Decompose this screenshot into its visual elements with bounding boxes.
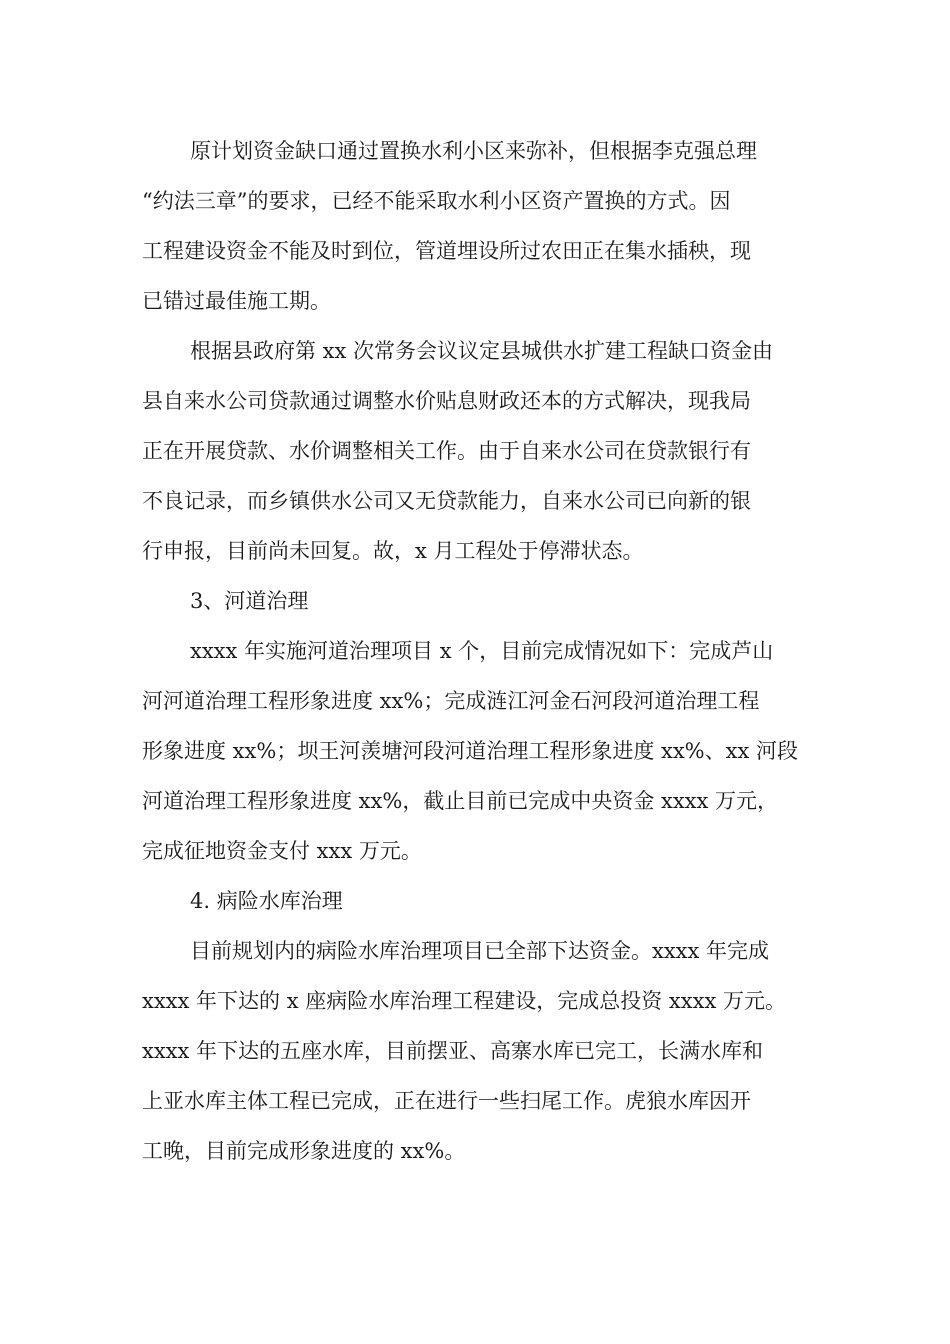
paragraph-2-line-3: 正在开展贷款、水价调整相关工作。由于自来水公司在贷款银行有 bbox=[142, 439, 751, 463]
paragraph-3-line-4: 河道治理工程形象进度 xx%，截止目前已完成中央资金 xxxx 万元， bbox=[142, 789, 779, 813]
paragraph-2-line-4: 不良记录，而乡镇供水公司又无贷款能力，自来水公司已向新的银 bbox=[142, 489, 751, 513]
paragraph-1-line-1: 原计划资金缺口通过置换水利小区来弥补，但根据李克强总理 bbox=[190, 139, 757, 163]
paragraph-3-line-3: 形象进度 xx%；坝王河羡塘河段河道治理工程形象进度 xx%、xx 河段 bbox=[142, 739, 798, 763]
section-heading-3: 3、河道治理 bbox=[190, 589, 309, 613]
paragraph-3-line-1: xxxx 年实施河道治理项目 x 个，目前完成情况如下：完成芦山 bbox=[190, 639, 774, 663]
paragraph-1-line-4: 已错过最佳施工期。 bbox=[142, 289, 331, 313]
paragraph-2-line-1: 根据县政府第 xx 次常务会议议定县城供水扩建工程缺口资金由 bbox=[190, 339, 774, 363]
paragraph-3-line-2: 河河道治理工程形象进度 xx%；完成涟江河金石河段河道治理工程 bbox=[142, 689, 760, 713]
section-heading-4: 4. 病险水库治理 bbox=[190, 889, 343, 913]
paragraph-2-line-2: 县自来水公司贷款通过调整水价贴息财政还本的方式解决，现我局 bbox=[142, 389, 751, 413]
paragraph-4-line-2: xxxx 年下达的 x 座病险水库治理工程建设，完成总投资 xxxx 万元。 bbox=[142, 989, 786, 1013]
paragraph-4-line-3: xxxx 年下达的五座水库，目前摆亚、高寨水库已完工，长满水库和 bbox=[142, 1039, 764, 1063]
paragraph-4-line-5: 工晚，目前完成形象进度的 xx%。 bbox=[142, 1139, 466, 1163]
paragraph-4-line-4: 上亚水库主体工程已完成，正在进行一些扫尾工作。虎狼水库因开 bbox=[142, 1089, 751, 1113]
paragraph-1-line-3: 工程建设资金不能及时到位，管道埋设所过农田正在集水插秧，现 bbox=[142, 239, 751, 263]
paragraph-1-line-2: “约法三章”的要求，已经不能采取水利小区资产置换的方式。因 bbox=[142, 189, 731, 213]
paragraph-3-line-5: 完成征地资金支付 xxx 万元。 bbox=[142, 839, 422, 863]
paragraph-2-line-5: 行申报，目前尚未回复。故，x 月工程处于停滞状态。 bbox=[142, 539, 644, 563]
paragraph-4-line-1: 目前规划内的病险水库治理项目已全部下达资金。xxxx 年完成 bbox=[190, 939, 770, 963]
